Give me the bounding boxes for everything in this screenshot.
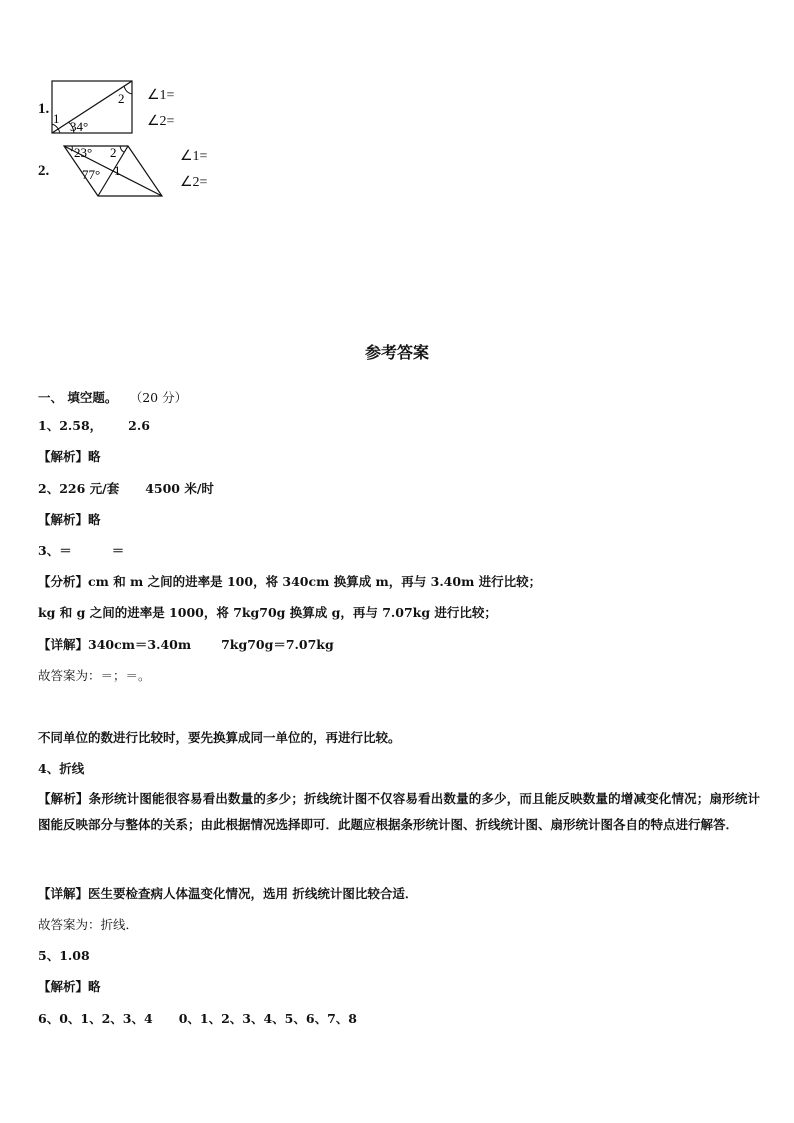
figure-1-angle1-question: ∠1= (147, 88, 175, 103)
figure-2-angle1-question: ∠1= (180, 149, 208, 164)
figure-1-degree-label: 34° (70, 119, 89, 134)
answer-5-analysis: 【解析】略 (38, 979, 101, 994)
answer-3-fenxi-line2: kg 和 g 之间的进率是 1000，将 7kg70g 换算成 g，再与 7.07kg 进行比较； (38, 605, 497, 620)
figure-1-angle2-question: ∠2= (147, 114, 175, 129)
figure-2-degree2-label: 77° (82, 167, 101, 182)
answer-3-detail-a: 【详解】340cm＝3.40m (38, 637, 192, 652)
figure-2-angle2-label: 2 (110, 145, 117, 160)
answer-3-detail-b: 7kg70g＝7.07kg (221, 637, 334, 652)
answer-4: 4、折线 (38, 761, 85, 776)
answer-2-value1: 2、226 元/套 (38, 481, 120, 496)
answer-6-value2: 0、1、2、3、4、5、6、7、8 (178, 1011, 357, 1026)
answer-3-fenxi-line1: 【分析】cm 和 m 之间的进率是 100，将 340cm 换算成 m，再与 3.40m 进行比较； (38, 574, 542, 589)
answer-3-detail (38, 636, 334, 654)
section-name: 一、 填空题。 (38, 390, 118, 405)
figure-2-number: 2. (38, 163, 50, 179)
answer-1-value2: 2.6 (128, 418, 150, 433)
answer-2-analysis: 【解析】略 (38, 512, 101, 527)
page-title: 参考答案 (364, 343, 429, 362)
answer-1-analysis: 【解析】略 (38, 449, 101, 464)
answer-4-answer: 故答案为：折线． (38, 917, 139, 932)
answer-4-analysis: 【解析】条形统计图能很容易看出数量的多少；折线统计图不仅容易看出数量的多少，而且能反映数量的增减变化情况；扇形统计图能反映部分与整体的关系；由此根据情况选择即可．此题应根据条形统计图、折线统计图、扇形统计图各自的特点进行解答． (38, 791, 760, 832)
answer-3-value1: 3、＝ (38, 543, 72, 558)
figure-2-angle1-label: 1 (114, 163, 121, 178)
answer-6 (38, 1010, 357, 1028)
answer-3 (38, 542, 124, 560)
figure-1-number: 1. (38, 101, 50, 117)
section-score: （20 分） (129, 390, 188, 405)
figure-1-angle2-label: 2 (118, 91, 125, 106)
answer-2-value2: 4500 米/时 (145, 481, 214, 496)
answer-6-value1: 6、0、1、2、3、4 (38, 1011, 153, 1026)
answer-3-note: 不同单位的数进行比较时，要先换算成同一单位的，再进行比较。 (38, 730, 401, 745)
answer-3-value2: ＝ (111, 543, 125, 558)
answer-3-answer: 故答案为：＝；＝。 (38, 668, 151, 683)
answer-4-detail: 【详解】医生要检查病人体温变化情况，选用 折线统计图比较合适． (38, 886, 418, 901)
answer-5: 5、1.08 (38, 948, 90, 963)
figure-2-parallelogram-diagram (52, 143, 168, 199)
section-heading (38, 389, 187, 407)
figure-2-degree1-label: 23° (74, 145, 93, 160)
figure-1-rectangle-diagram (48, 78, 138, 136)
answer-2 (38, 480, 214, 498)
figure-1-angle1-label: 1 (53, 111, 60, 126)
figure-2-angle2-question: ∠2= (180, 175, 208, 190)
answer-1-value1: 1、2.58， (38, 418, 103, 433)
answer-1 (38, 417, 150, 435)
